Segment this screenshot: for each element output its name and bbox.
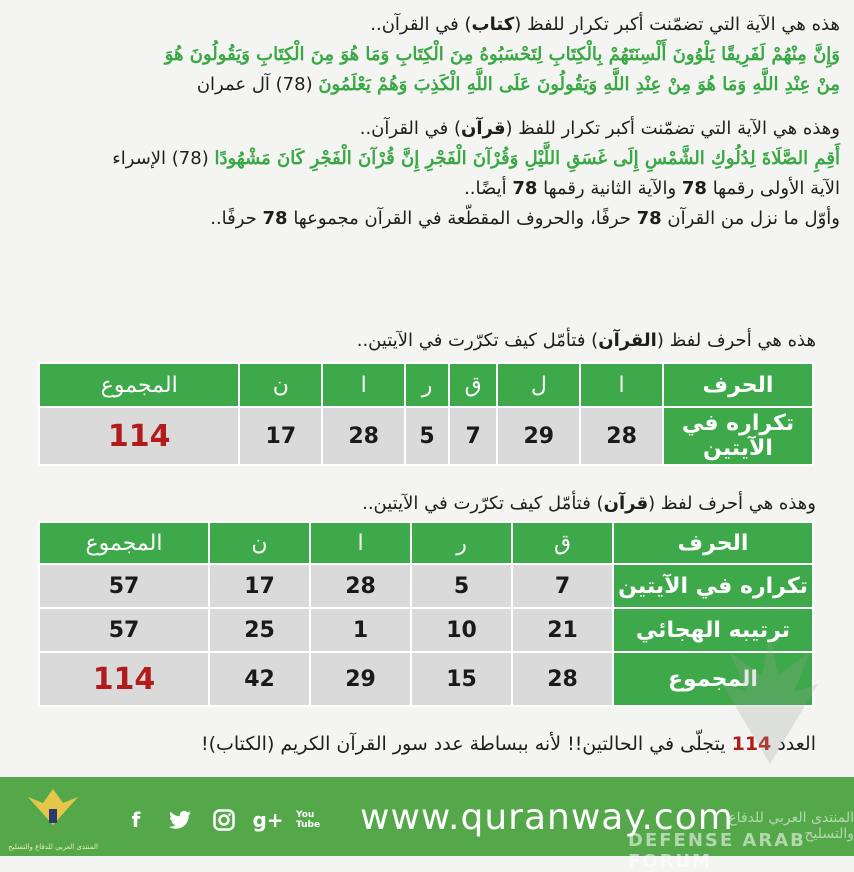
table-header-row (39, 363, 813, 407)
forum-watermark-english: DEFENSE ARAB FORUM (628, 830, 806, 872)
table-cell: 17 (239, 407, 322, 465)
table-header-cell: ر (411, 522, 512, 564)
table-header-cell: المجموع (39, 522, 209, 564)
table-cell: 57 (39, 608, 209, 652)
table-cell: 28 (322, 407, 405, 465)
google-plus-icon[interactable]: g+ (252, 808, 284, 832)
facebook-icon[interactable]: f (131, 808, 141, 832)
conclusion: العدد 114 يتجلّى في الحالتين!! لأنه ببساطة عدد سور القرآن الكريم (الكتاب)! (200, 733, 816, 755)
table-cell: 28 (580, 407, 663, 465)
website-url[interactable]: www.quranway.com (360, 797, 734, 838)
instagram-icon[interactable] (208, 804, 240, 836)
table-cell: 17 (209, 564, 310, 608)
row-label: تكراره في الآيتين (663, 407, 813, 465)
letters-count-line: وأوّل ما نزل من القرآن 78 حرفًا، والحروف المقطّعة في القرآن مجموعها 78 حرفًا.. (210, 208, 840, 229)
table1-intro: هذه هي أحرف لفظ (القرآن) فتأمّل كيف تكرّرت في الآيتين.. (356, 330, 816, 351)
table-header-cell: الحرف (613, 522, 813, 564)
table-header-cell: ن (239, 363, 322, 407)
row-label: ترتيبه الهجائي (613, 608, 813, 652)
table-cell: 25 (209, 608, 310, 652)
logo-caption: المنتدى العربي للدفاع والتسليح (8, 843, 98, 851)
verse-number-line: الآية الأولى رقمها 78 والآية الثانية رقمها 78 أيضًا.. (464, 178, 840, 199)
table-cell: 1 (310, 608, 411, 652)
social-links (120, 804, 332, 836)
table-cell: 7 (512, 564, 613, 608)
table-row (39, 564, 813, 608)
total-cell: 114 (39, 407, 239, 465)
table-header-cell: ق (512, 522, 613, 564)
table-header-cell: ا (580, 363, 663, 407)
twitter-icon[interactable] (164, 804, 196, 836)
row-label: المجموع (613, 652, 813, 706)
table-cell: 7 (449, 407, 497, 465)
verse-al-imran-line-2: مِنْ عِنْدِ اللَّهِ وَمَا هُوَ مِنْ عِنْدِ اللَّهِ وَيَقُولُونَ عَلَى اللَّهِ الْكَذِبَ وَهُمْ يَعْلَمُونَ (78) آل عمران (196, 74, 840, 95)
verse-al-imran-line-1: وَإِنَّ مِنْهُمْ لَفَرِيقًا يَلْوُونَ أَلْسِنَتَهُمْ بِالْكِتَابِ لِتَحْسَبُوهُ مِنَ الْكِتَابِ وَمَا هُوَ مِنَ الْكِتَابِ وَيَقُولُونَ هُوَ (164, 44, 840, 65)
table-header-cell: ا (322, 363, 405, 407)
table-cell: 21 (512, 608, 613, 652)
article (14, 10, 840, 234)
total-cell: 114 (39, 652, 209, 706)
table-header-cell: ن (209, 522, 310, 564)
table-header-cell: المجموع (39, 363, 239, 407)
table-cell: 42 (209, 652, 310, 706)
row-label: تكراره في الآيتين (613, 564, 813, 608)
youtube-icon[interactable]: You Tube (296, 810, 321, 830)
intro-line-2: وهذه هي الآية التي تضمّنت أكبر تكرار للفظ (قرآن) في القرآن.. (359, 118, 840, 139)
table-row (39, 407, 813, 465)
table-header-cell: ا (310, 522, 411, 564)
table-header-cell: ر (405, 363, 449, 407)
forum-watermark-arabic: المنتدى العربي للدفاع والتسليح (728, 810, 854, 842)
table-header-cell: ق (449, 363, 497, 407)
table-cell: 15 (411, 652, 512, 706)
table-cell: 29 (310, 652, 411, 706)
table-cell: 28 (512, 652, 613, 706)
eagle-emblem-icon (8, 785, 98, 835)
forum-logo (8, 785, 98, 851)
verse-isra: أَقِمِ الصَّلَاةَ لِدُلُوكِ الشَّمْسِ إِلَى غَسَقِ اللَّيْلِ وَقُرْآنَ الْفَجْرِ إِنَّ قُرْآنَ الْفَجْرِ كَانَ مَشْهُودًا (78) الإسراء (112, 148, 840, 169)
table-cell: 29 (497, 407, 580, 465)
table-cell: 5 (405, 407, 449, 465)
table-header-cell: ل (497, 363, 580, 407)
table-header-cell: الحرف (663, 363, 813, 407)
intro-line-1: هذه هي الآية التي تضمّنت أكبر تكرار للفظ (كتاب) في القرآن.. (370, 14, 840, 35)
wings-watermark-icon (690, 620, 850, 780)
table-cell: 10 (411, 608, 512, 652)
table2-intro: وهذه هي أحرف لفظ (قرآن) فتأمّل كيف تكرّرت في الآيتين.. (362, 493, 816, 514)
table-cell: 5 (411, 564, 512, 608)
table-cell: 28 (310, 564, 411, 608)
table-header-row (39, 522, 813, 564)
table-cell: 57 (39, 564, 209, 608)
letters-table-alquran (38, 362, 814, 466)
